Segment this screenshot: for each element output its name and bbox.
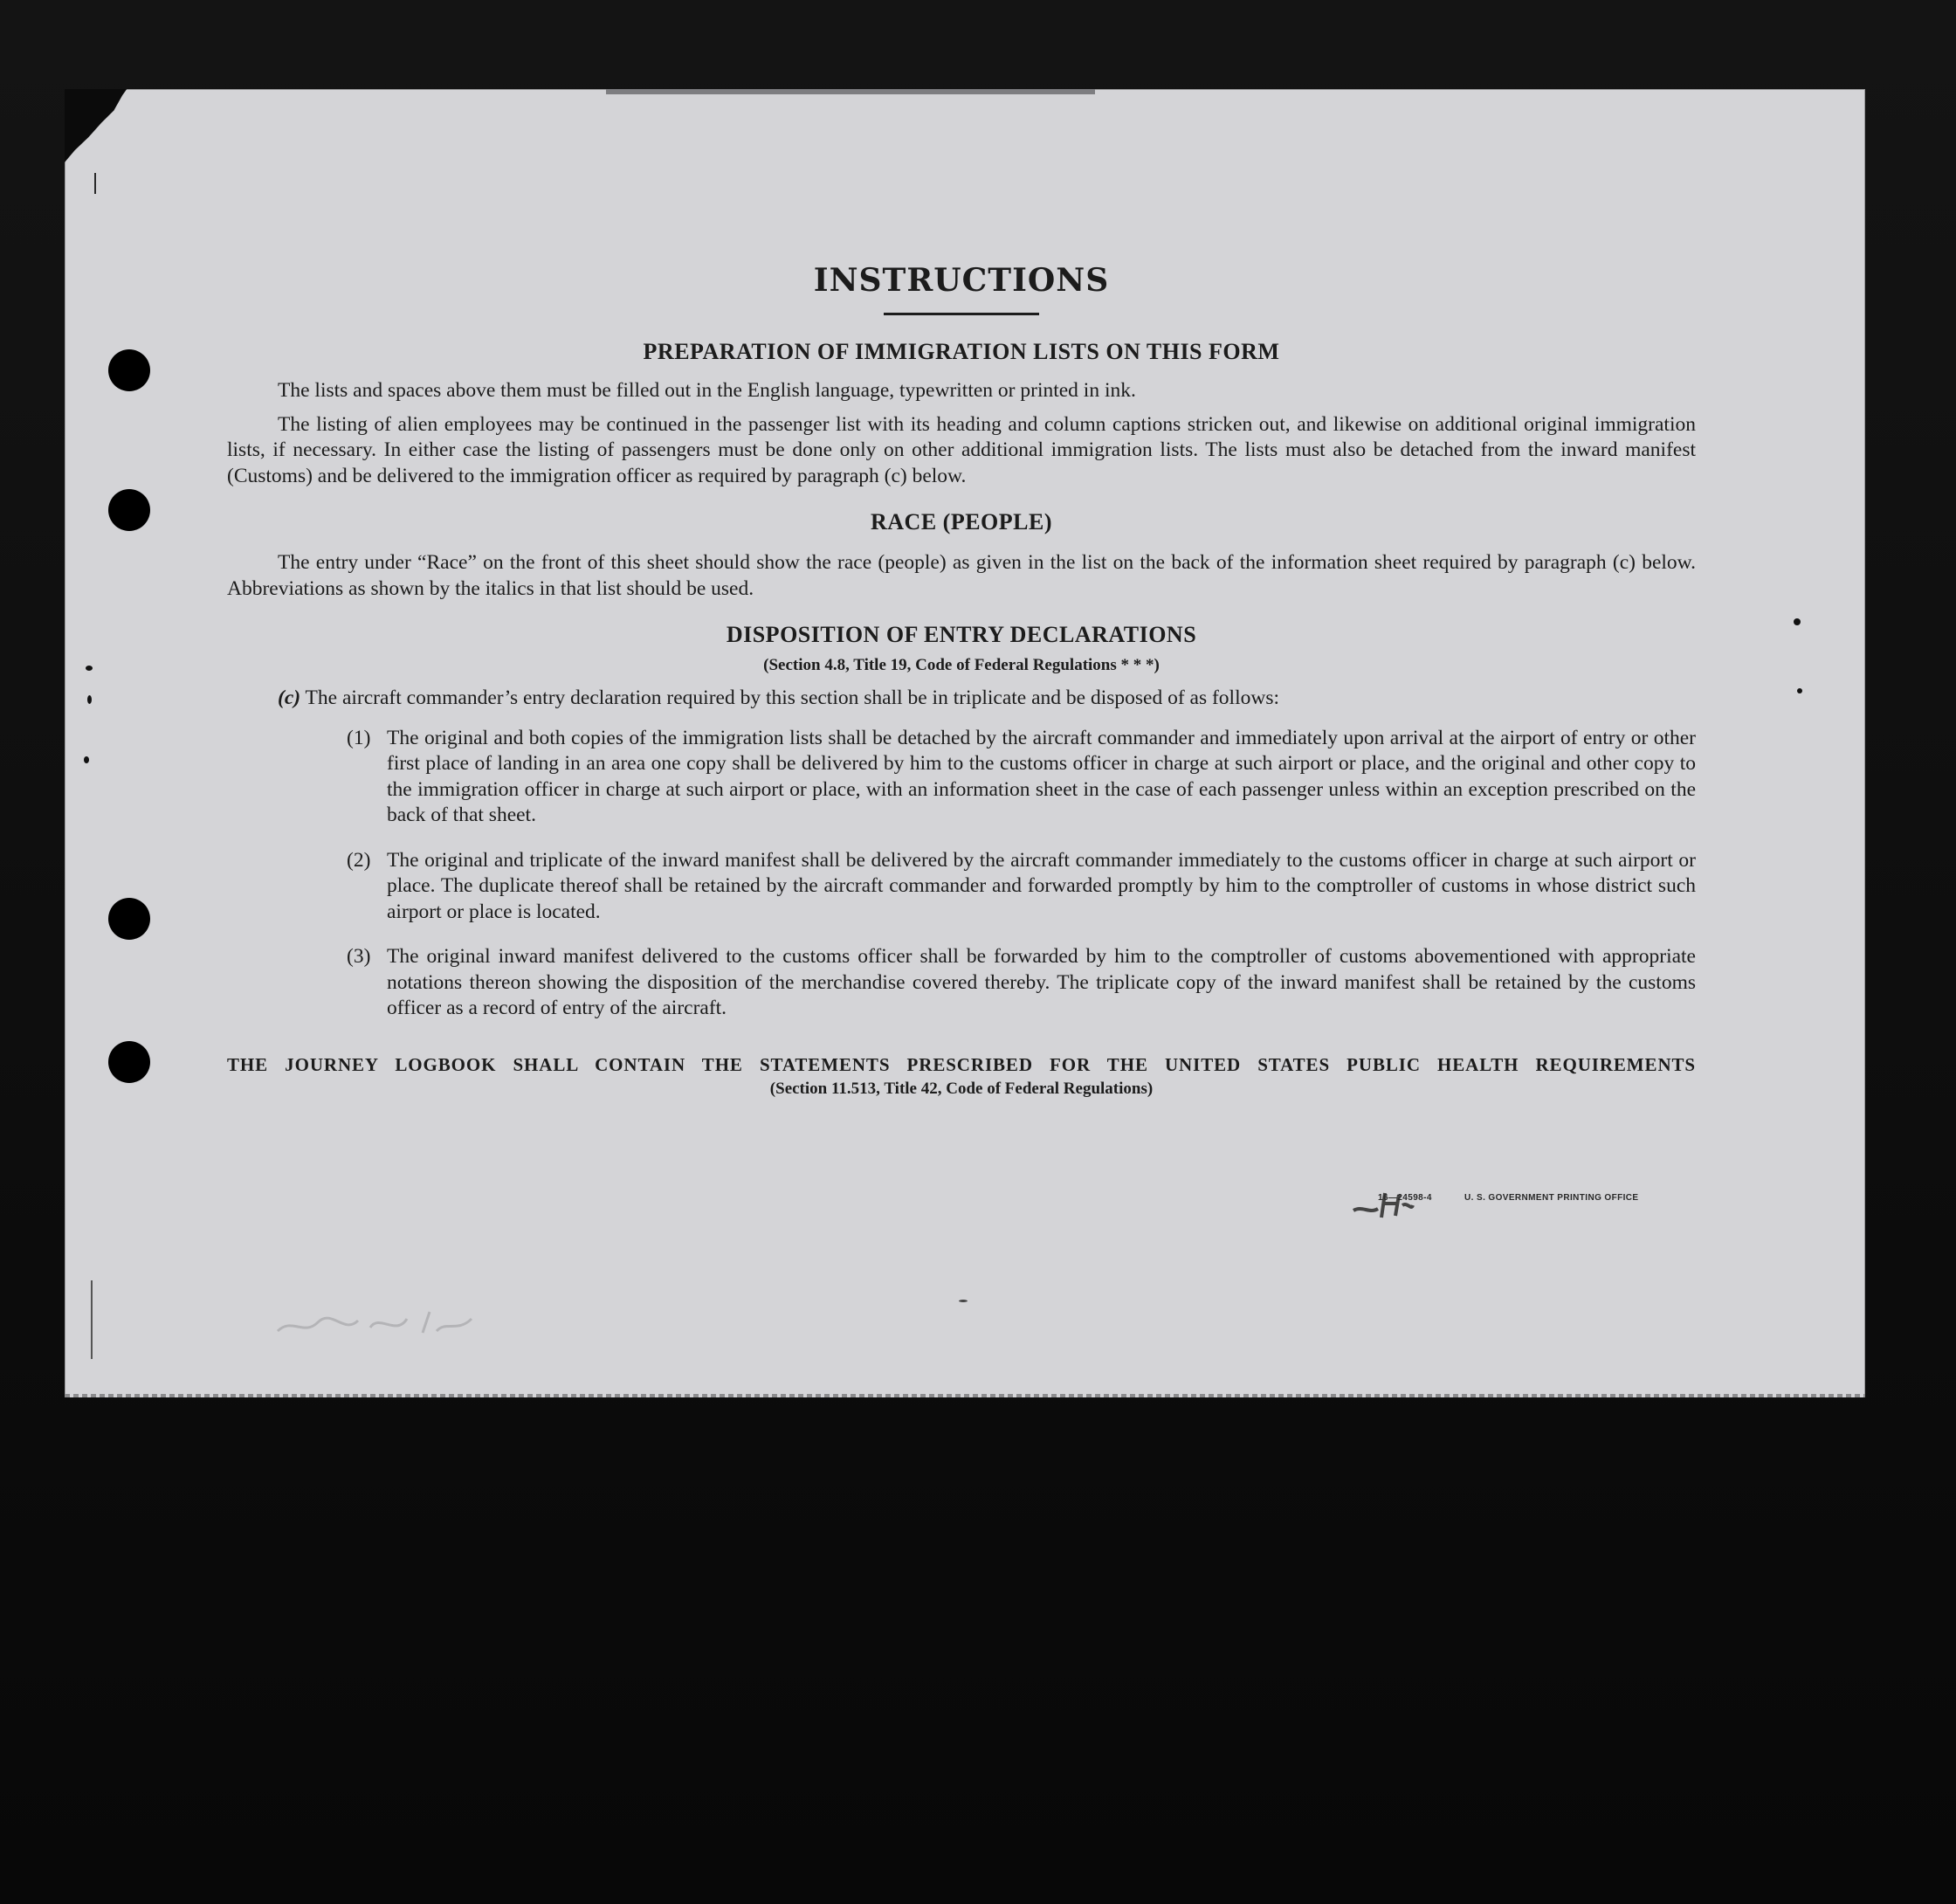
punch-hole [108, 349, 150, 391]
journey-logbook-reference: (Section 11.513, Title 42, Code of Federal Regulations) [769, 1079, 1154, 1098]
punch-hole [108, 1041, 150, 1083]
bleed-through-top [606, 89, 1095, 94]
disposition-reference: (Section 4.8, Title 19, Code of Federal Regulations * * *) [763, 656, 1160, 674]
ink-speck [1794, 618, 1801, 625]
disposition-item [227, 848, 1696, 926]
disposition-item [227, 726, 1696, 829]
disposition-items [227, 726, 1696, 1022]
disposition-lead-text: The aircraft commander’s entry declaration required by this section shall be in triplicate and be disposed of as follows: [305, 686, 1280, 709]
ink-speck [87, 695, 92, 704]
disposition-item [227, 944, 1696, 1022]
printer-name: U. S. GOVERNMENT PRINTING OFFICE [1464, 1193, 1639, 1203]
ink-speck [1797, 688, 1802, 693]
preparation-paragraph-2: The listing of alien employees may be continued in the passenger list with its heading and column captions stricken out, and likewise on additional original immigration lists, if necessary. In either case the listing of passengers must be done only on other additional immigration lists. The lists must also be detached from the inward manifest (Customs) and be delivered to the immigration officer as required by paragraph (c) below. [227, 412, 1696, 487]
instructions-content [227, 260, 1696, 1100]
item-text: The original and triplicate of the inward manifest shall be delivered by the aircraft commander immediately to the customs officer in charge at such airport or place. The duplicate thereof shall be retained by the aircraft commander and forwarded promptly by him to the comptroller of customs in whose district such airport or place is located. [387, 848, 1696, 923]
punch-hole [108, 489, 150, 531]
ink-speck [959, 1300, 968, 1302]
disposition-heading: DISPOSITION OF ENTRY DECLARATIONS [726, 622, 1197, 647]
title-rule [884, 313, 1039, 315]
margin-mark [91, 1280, 93, 1359]
race-heading: RACE (PEOPLE) [871, 509, 1052, 535]
punch-hole [108, 898, 150, 940]
page-title: INSTRUCTIONS [813, 262, 1110, 299]
item-number: (3) [347, 945, 371, 968]
item-number: (2) [347, 848, 371, 872]
item-text: The original and both copies of the immigration lists shall be detached by the aircraft commander and immediately upon arrival at the airport of entry or other first place of landing in an area one copy shall be delivered by him to the customs officer in charge at such airport or place, and the original and other copy to the immigration officer in charge at such airport or place, with an information sheet in the case of each passenger unless within an exception prescribed on the back of that sheet. [387, 726, 1696, 826]
printer-imprint [1378, 1193, 1639, 1203]
ink-speck [84, 756, 89, 763]
race-paragraph: The entry under “Race” on the front of this sheet should show the race (people) as given in the list on the back of the information sheet required by paragraph (c) below. Abbreviations as shown by the italics in that list should be used. [227, 551, 1696, 600]
paragraph-label: (c) [278, 686, 301, 709]
form-code: 16—24598-4 [1378, 1193, 1432, 1203]
disposition-lead-paragraph [227, 686, 1696, 712]
margin-mark [94, 173, 96, 194]
torn-corner [65, 89, 129, 169]
preparation-heading: PREPARATION OF IMMIGRATION LISTS ON THIS FORM [643, 339, 1280, 364]
preparation-paragraph-1: The lists and spaces above them must be filled out in the English language, typewritten or printed in ink. [278, 379, 1136, 402]
item-text: The original inward manifest delivered to the customs officer shall be forwarded by him to the comptroller of customs abovementioned with appropriate notations thereon showing the disposition of the merchandise covered thereby. The triplicate copy of the inward manifest shall be retained by the customs officer as a record of entry of the aircraft. [387, 945, 1696, 1019]
item-number: (1) [347, 726, 371, 749]
ink-speck [86, 666, 93, 671]
document-sheet [65, 89, 1865, 1397]
journey-logbook-statement: THE JOURNEY LOGBOOK SHALL CONTAIN THE STATEMENTS PRESCRIBED FOR THE UNITED STATES PUBLIC HEALTH REQUIREMENTS [227, 1053, 1696, 1075]
faint-handwriting [274, 1301, 484, 1345]
perforated-edge [65, 1394, 1865, 1397]
